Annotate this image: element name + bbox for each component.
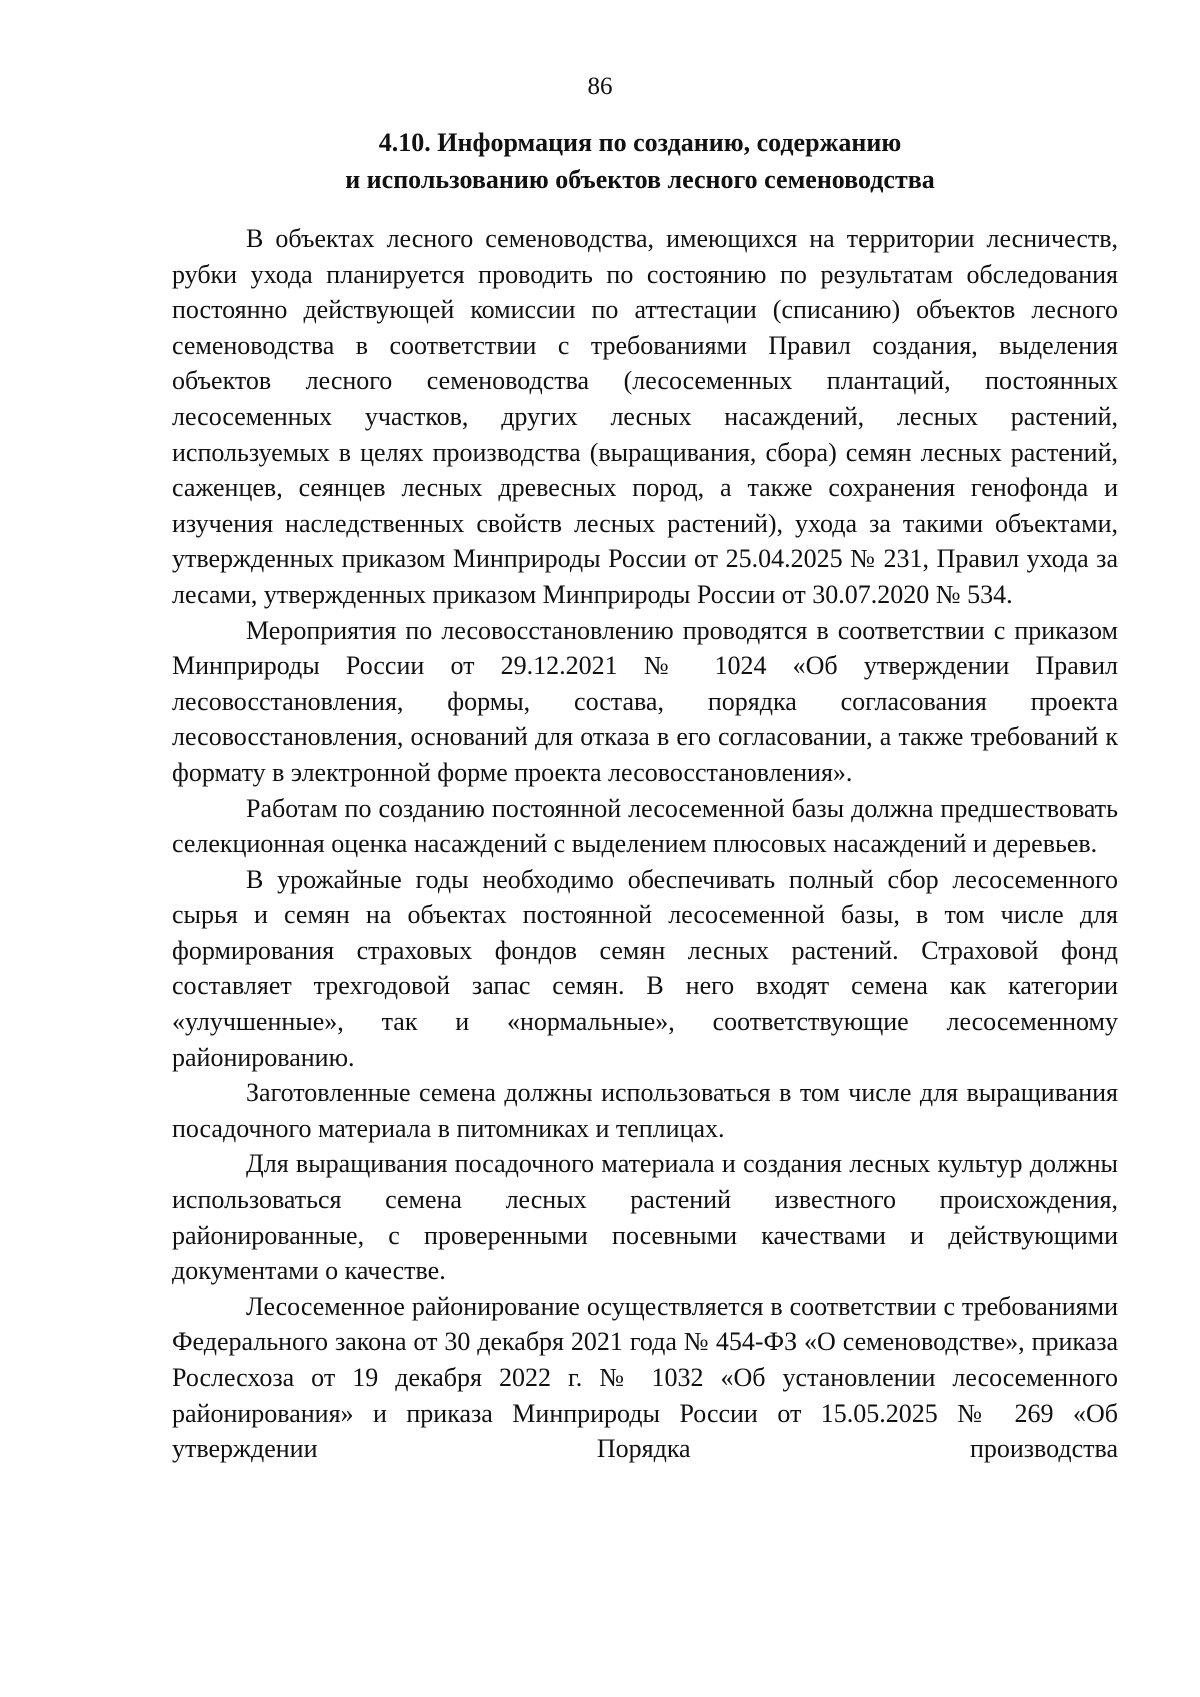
- paragraph-seed-objects-thinning: В объектах лесного семеноводства, имеющихся на территории лесничеств, рубки ухода планируется проводить по состоянию по результатам обследования постоянно действующей комиссии по аттестации (списанию) объектов лесного семеноводства в соответствии с требованиями Правил создания, выделения объектов лесного семеноводства (лесосеменных плантаций, постоянных лесосеменных участков, других лесных насаждений, лесных растений, используемых в целях производства (выращивания, сбора) семян лесных растений, саженцев, сеянцев лесных древесных пород, а также сохранения генофонда и изучения наследственных свойств лесных растений), ухода за такими объектами, утвержденных приказом Минприроды России от 25.04.2025 № 231, Правил ухода за лесами, утвержденных приказом Минприроды России от 30.07.2020 № 534.: [172, 224, 1118, 609]
- paragraph-reforestation: Мероприятия по лесовосстановлению проводятся в соответствии с приказом Минприроды России от 29.12.2021 № 1024 «Об утверждении Правил лесовосстановления, формы, состава, порядка согласования проекта лесовосстановления, оснований для отказа в его согласовании, а также требований к формату в электронной форме проекта лесовосстановления».: [172, 615, 1118, 787]
- document-body: [172, 221, 1118, 1467]
- page-number: 86: [587, 73, 613, 100]
- paragraph-harvested-seeds: Заготовленные семена должны использоваться в том числе для выращивания посадочного материала в питомниках и теплицах.: [172, 1078, 1118, 1143]
- paragraph-seed-base: Работам по созданию постоянной лесосеменной базы должна предшествовать селекционная оценка насаждений с выделением плюсовых насаждений и деревьев.: [172, 793, 1118, 859]
- section-heading: [170, 124, 1110, 198]
- paragraph-harvest-years: В урожайные годы необходимо обеспечивать полный сбор лесосеменного сырья и семян на объектах постоянной лесосеменной базы, в том числе для формирования страховых фондов семян лесных растений. Страховой фонд составляет трехгодовой запас семян. В него входят семена как категории «улучшенные», так и «нормальные», соответствующие лесосеменному районированию.: [172, 864, 1118, 1072]
- section-heading-line-2: и использованию объектов лесного семеноводства: [345, 165, 935, 194]
- section-heading-line-1: 4.10. Информация по созданию, содержанию: [378, 128, 902, 157]
- paragraph-seed-zoning: Лесосеменное районирование осуществляется в соответствии с требованиями Федерального закона от 30 декабря 2021 года № 454-ФЗ «О семеноводстве», приказа Рослесхоза от 19 декабря 2022 г. № 1032 «Об установлении лесосеменного районирования» и приказа Минприроды России от 15.05.2025 № 269 «Об утверждении Порядка производства: [172, 1291, 1118, 1464]
- paragraph-planting-material: Для выращивания посадочного материала и создания лесных культур должны использоваться семена лесных растений известного происхождения, районированные, с проверенными посевными качествами и действующими документами о качестве.: [172, 1149, 1118, 1286]
